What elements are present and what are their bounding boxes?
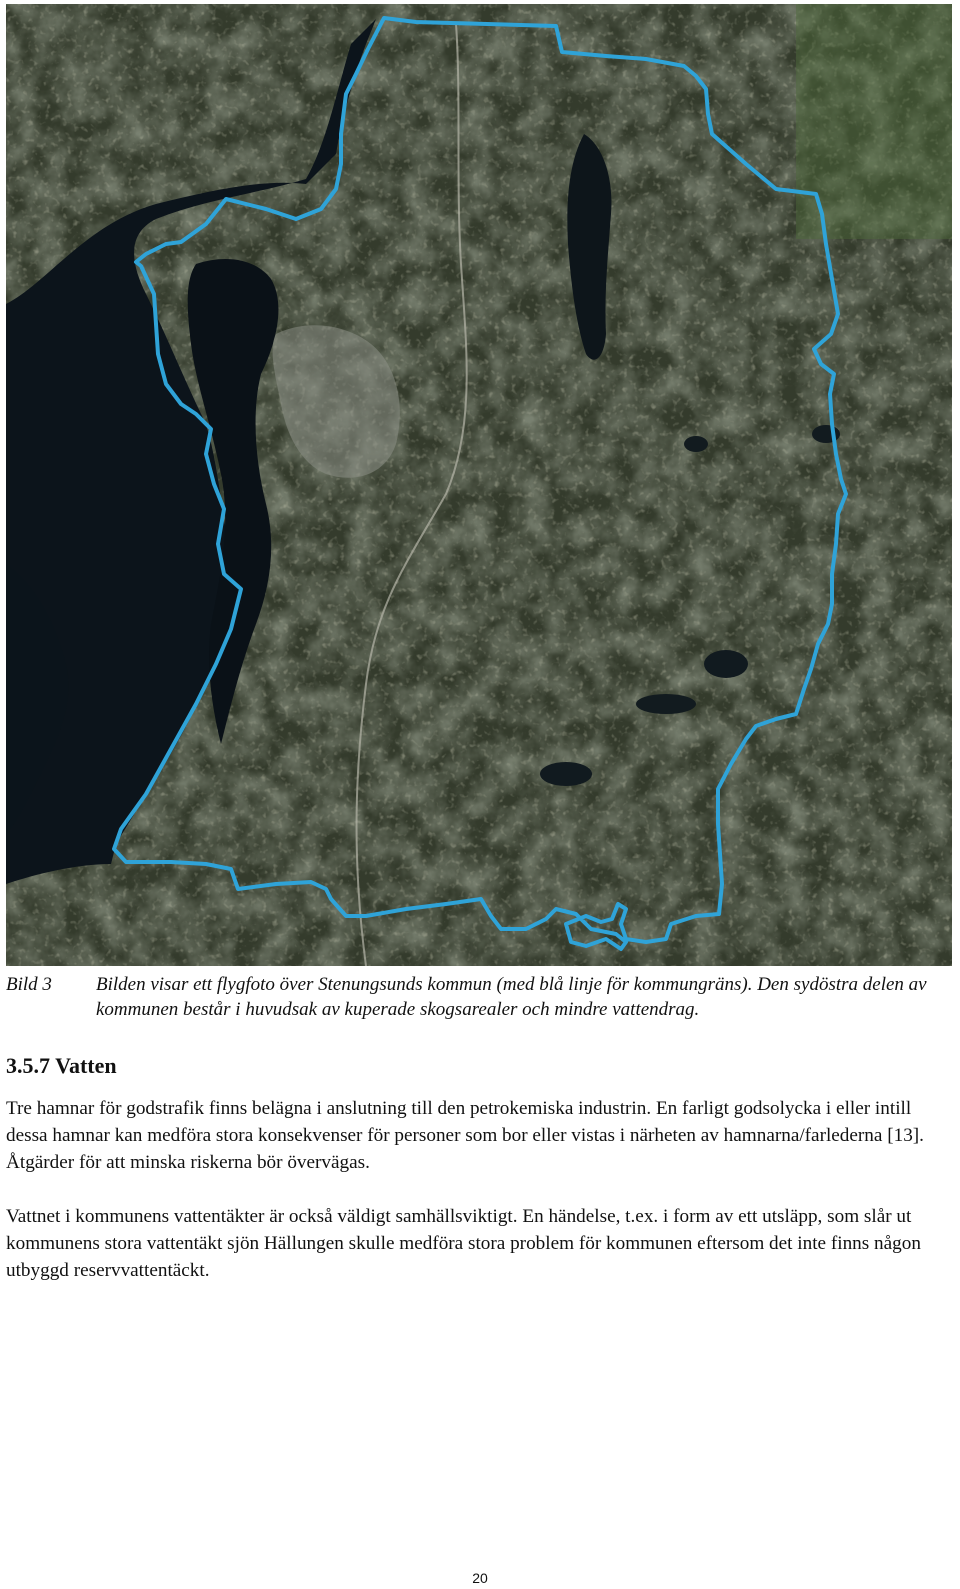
lake-small-2 xyxy=(636,694,696,714)
lake-small-5 xyxy=(684,436,708,452)
paragraph-water-supply: Vattnet i kommunens vattentäkter är också väldigt samhällsviktigt. En händelse, t.ex. i form av ett utsläpp, som slår ut kommunens stora vattentäkt sjön Hällungen skulle medföra stora problem för kommunen eftersom det inte finns någon utbyggd reservvattentäckt. xyxy=(6,1206,921,1281)
aerial-photo-map xyxy=(6,4,952,966)
page-number: 20 xyxy=(472,1570,488,1586)
lake-small-1 xyxy=(704,650,748,678)
caption-text: Bilden visar ett flygfoto över Stenungsunds kommun (med blå linje för kommungräns). Den sydöstra delen av kommunen består i huvudsak av kuperade skogsarealer och mindre vattendrag. xyxy=(96,974,927,1020)
lake-small-3 xyxy=(540,762,592,786)
paragraph-harbors: Tre hamnar för godstrafik finns belägna i anslutning till den petrokemiska industrin. En farligt godsolycka i eller intill dessa hamnar kan medföra stora konsekvenser för personer som bor eller vistas i närheten av hamnarna/farlederna [13]. Åtgärder för att minska riskerna bör övervägas. xyxy=(6,1098,924,1173)
section-heading: 3.5.7 Vatten xyxy=(6,1053,117,1078)
caption-label: Bild 3 xyxy=(6,974,52,995)
